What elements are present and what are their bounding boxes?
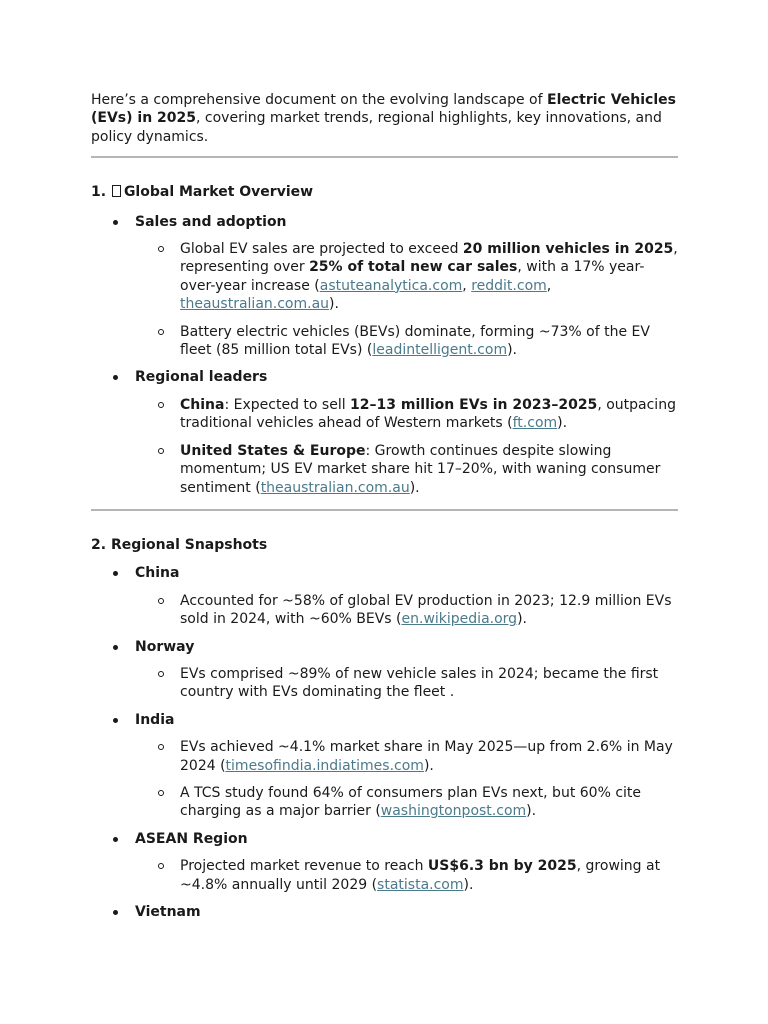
- list-item-label: India: [135, 711, 175, 728]
- section-1-list: [91, 213, 678, 497]
- list-item-india: [91, 711, 678, 821]
- sub-list-item: Battery electric vehicles (BEVs) dominate, forming ~73% of the EV fleet (85 million total EVs) (leadintelligent.com).: [135, 323, 678, 360]
- source-link[interactable]: theaustralian.com.au: [260, 479, 410, 496]
- list-item-china: [91, 564, 678, 628]
- list-item-sales: [91, 213, 678, 360]
- sub-list-item: Accounted for ~58% of global EV production in 2023; 12.9 million EVs sold in 2024, with ~60% BEVs (en.wikipedia.org).: [135, 592, 678, 629]
- sub-list: [135, 665, 678, 702]
- source-link[interactable]: ft.com: [512, 415, 558, 432]
- section-number: 1.: [91, 184, 107, 201]
- section-1-heading: [91, 183, 678, 201]
- list-item-label: China: [135, 565, 180, 582]
- source-link[interactable]: theaustralian.com.au: [180, 296, 330, 313]
- source-link[interactable]: washingtonpost.com: [380, 803, 527, 820]
- list-item-asean: [91, 830, 678, 894]
- intro-bold: Electric Vehicles (EVs) in 2025: [91, 92, 676, 127]
- list-item-regional: [91, 368, 678, 496]
- sub-list: [135, 592, 678, 629]
- sub-list: [135, 857, 678, 894]
- section-title: Global Market Overview: [123, 184, 314, 201]
- list-item-label: Regional leaders: [135, 369, 268, 386]
- sub-list-item: China: Expected to sell 12–13 million EVs in 2023–2025, outpacing traditional vehicles ahead of Western markets (ft.com).: [135, 396, 678, 433]
- section-2-heading: [91, 536, 678, 554]
- divider: [91, 156, 678, 158]
- intro-text-end: , covering market trends, regional highlights, key innovations, and policy dynamics.: [91, 110, 662, 145]
- source-link[interactable]: leadintelligent.com: [372, 342, 508, 359]
- intro-paragraph: [91, 91, 678, 146]
- list-item-label: ASEAN Region: [135, 830, 248, 847]
- section-title: Regional Snapshots: [110, 536, 268, 553]
- sub-list: [135, 738, 678, 821]
- section-number: 2.: [91, 536, 107, 553]
- list-item-label: Sales and adoption: [135, 213, 287, 230]
- intro-text: Here’s a comprehensive document on the evolving landscape of: [91, 92, 547, 108]
- sub-list-item: EVs achieved ~4.1% market share in May 2025—up from 2.6% in May 2024 (timesofindia.indiatimes.com).: [135, 738, 678, 775]
- sub-list-item: United States & Europe: Growth continues despite slowing momentum; US EV market share hit 17–20%, with waning consumer sentiment (theaustralian.com.au).: [135, 442, 678, 497]
- source-link[interactable]: reddit.com: [471, 277, 547, 294]
- divider: [91, 509, 678, 511]
- sub-list-item: Global EV sales are projected to exceed 20 million vehicles in 2025, representing over 25% of total new car sales, with a 17% year-over-year increase (astuteanalytica.com, reddit.com, theaustralian.com.au).: [135, 240, 678, 314]
- sub-list-item: A TCS study found 64% of consumers plan EVs next, but 60% cite charging as a major barrier (washingtonpost.com).: [135, 784, 678, 821]
- sub-list-item: Projected market revenue to reach US$6.3 bn by 2025, growing at ~4.8% annually until 2029 (statista.com).: [135, 857, 678, 894]
- globe-icon: [112, 185, 121, 197]
- source-link[interactable]: astuteanalytica.com: [319, 277, 463, 294]
- sub-list: [135, 396, 678, 497]
- list-item-label: Norway: [135, 638, 195, 655]
- document-page: [91, 91, 678, 921]
- source-link[interactable]: en.wikipedia.org: [401, 611, 518, 628]
- list-item-norway: [91, 638, 678, 702]
- source-link[interactable]: statista.com: [377, 876, 464, 893]
- source-link[interactable]: timesofindia.indiatimes.com: [225, 757, 424, 774]
- section-2-list: [91, 564, 678, 921]
- list-item-label: Vietnam: [135, 904, 201, 920]
- sub-list-item: EVs comprised ~89% of new vehicle sales in 2024; became the first country with EVs dominating the fleet .: [135, 665, 678, 702]
- sub-list: [135, 240, 678, 359]
- list-item-vietnam: [91, 903, 678, 921]
